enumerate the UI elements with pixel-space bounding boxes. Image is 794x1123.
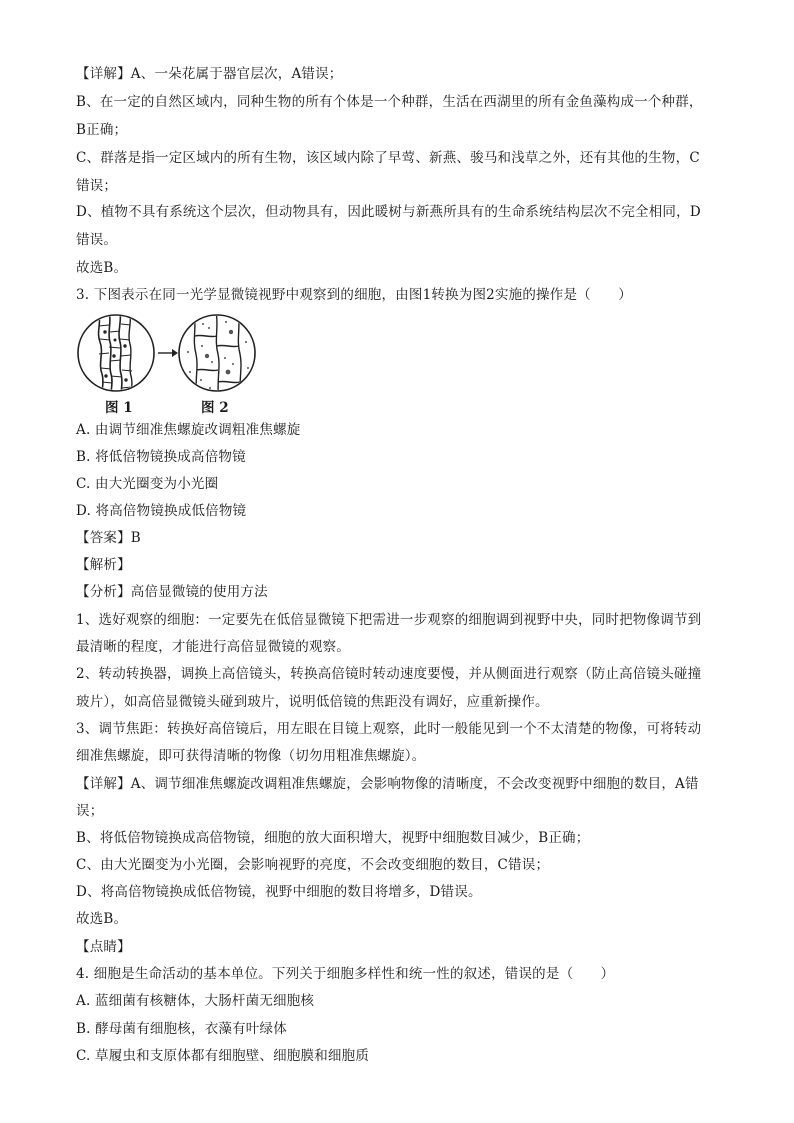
answer-label: 【答案】B (76, 530, 141, 546)
text-line: B、将低倍物镜换成高倍物镜，细胞的放大面积增大，视野中细胞数目减少，B正确； (76, 830, 590, 846)
text-line: 故选B。 (76, 911, 128, 927)
text-line: 错误； (76, 178, 118, 194)
text-line: C、由大光圈变为小光圈，会影响视野的亮度，不会改变细胞的数目，C错误； (76, 857, 550, 873)
text-line: 2、转动转换器，调换上高倍镜头，转换高倍镜时转动速度要慢，并从侧面进行观察（防止高倍镜头碰撞 (76, 666, 702, 682)
q4-option-a: A. 蓝细菌有核糖体，大肠杆菌无细胞核 (76, 993, 315, 1009)
text-line: 【详解】A、调节细准焦螺旋改调粗准焦螺旋，会影响物像的清晰度，不会改变视野中细胞的数目，A错 (76, 776, 699, 792)
figure-2-view (179, 312, 255, 404)
text-line: 细准焦螺旋，即可获得清晰的物像（切勿用粗准焦螺旋）。 (76, 748, 426, 764)
q4-option-b: B. 酵母菌有细胞核，衣藻有叶绿体 (76, 1021, 287, 1037)
analysis-heading: 【解析】 (76, 557, 131, 573)
q4-option-c: C. 草履虫和支原体都有细胞壁、细胞膜和细胞质 (76, 1048, 370, 1064)
option-d: D. 将高倍物镜换成低倍物镜 (76, 503, 247, 519)
figure-1-view (78, 312, 154, 404)
comment-heading: 【点睛】 (76, 939, 131, 955)
option-b: B. 将低倍物镜换成高倍物镜 (76, 449, 246, 465)
question-4-stem: 4. 细胞是生命活动的基本单位。下列关于细胞多样性和统一性的叙述，错误的是（ ） (76, 966, 615, 982)
text-line: 错误。 (76, 232, 118, 248)
option-a: A. 由调节细准焦螺旋改调粗准焦螺旋 (76, 422, 301, 438)
text-line: 1、选好观察的细胞：一定要先在低倍显微镜下把需进一步观察的细胞调到视野中央，同时把物像调节到 (76, 612, 702, 628)
text-line: D、植物不具有系统这个层次，但动物具有，因此暖树与新燕所具有的生命系统结构层次不完全相同，D (76, 204, 701, 220)
text-line: 误； (76, 803, 104, 819)
text-line: 【详解】A、一朵花属于器官层次，A错误； (76, 66, 343, 82)
text-line: 3、调节焦距：转换好高倍镜后，用左眼在目镜上观察，此时一般能见到一个不太清楚的物像，可将转动 (76, 721, 702, 737)
option-c: C. 由大光圈变为小光圈 (76, 476, 219, 492)
text-line: 故选B。 (76, 260, 128, 276)
text-line: C、群落是指一定区域内的所有生物，该区域内除了早莺、新燕、骏马和浅草之外，还有其他的生物，C (76, 150, 700, 166)
text-line: B正确； (76, 122, 128, 138)
text-line: 最清晰的程度，才能进行高倍显微镜的观察。 (76, 639, 350, 655)
figure-1-caption: 图 1 (105, 400, 133, 416)
arrow-icon (158, 349, 178, 357)
text-line: D、将高倍物镜换成低倍物镜，视野中细胞的数目将增多，D错误。 (76, 884, 482, 900)
text-line: B、在一定的自然区域内，同种生物的所有个体是一个种群，生活在西湖里的所有金鱼藻构成一个种群， (76, 94, 703, 110)
text-line: 【分析】高倍显微镜的使用方法 (76, 584, 268, 600)
figure-2-caption: 图 2 (201, 400, 229, 416)
question-3-stem: 3. 下图表示在同一光学显微镜视野中观察到的细胞，由图1转换为图2实施的操作是（ ） (76, 287, 632, 303)
text-line: 玻片），如高倍显微镜头碰到玻片，说明低倍镜的焦距没有调好，应重新操作。 (76, 694, 549, 710)
